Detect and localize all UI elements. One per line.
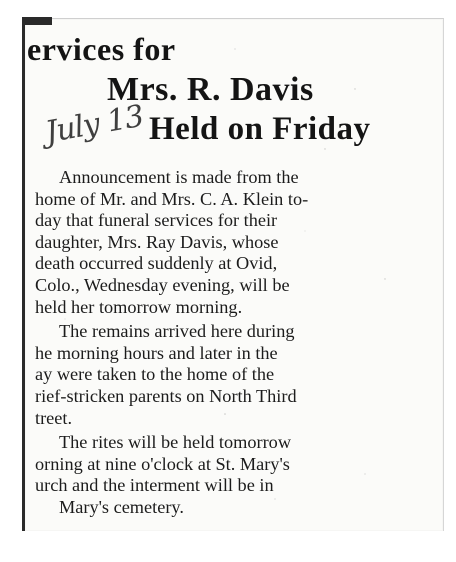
text-line: urch and the interment will be in [35,475,274,496]
text-line: ay were taken to the home of the [35,364,275,385]
text-line: Colo., Wednesday evening, will be [35,274,290,295]
text-line: day that funeral services for their [35,210,278,231]
text-line: death occurred suddenly at Ovid, [35,253,278,274]
text-line: rief-stricken parents on North Third [35,385,297,406]
text-line: daughter, Mrs. Ray Davis, whose [35,231,279,252]
paragraph-3 [35,432,435,518]
text-line: Mary's cemetery. [59,496,184,517]
headline-line-2: Mrs. R. Davis [107,71,314,108]
text-line: Announcement is made from the [59,167,299,187]
headline-line-3: Held on Friday [149,111,371,147]
text-line: orning at nine o'clock at St. Mary's [35,453,290,474]
text-line: he morning hours and later in the [35,342,278,363]
paragraph-2 [35,321,435,429]
article-body [35,167,435,519]
text-line: home of Mr. and Mrs. C. A. Klein to- [35,188,309,209]
paragraph-1 [35,167,435,318]
text-line: The rites will be held tomorrow [59,432,292,453]
text-line: treet. [35,407,73,428]
handwritten-date-note: July 13 [42,98,146,151]
headline-line-1: ervices for [27,31,176,67]
newspaper-clipping [22,18,444,531]
text-line: held her tomorrow morning. [35,296,243,317]
text-line: The remains arrived here during [59,321,295,342]
